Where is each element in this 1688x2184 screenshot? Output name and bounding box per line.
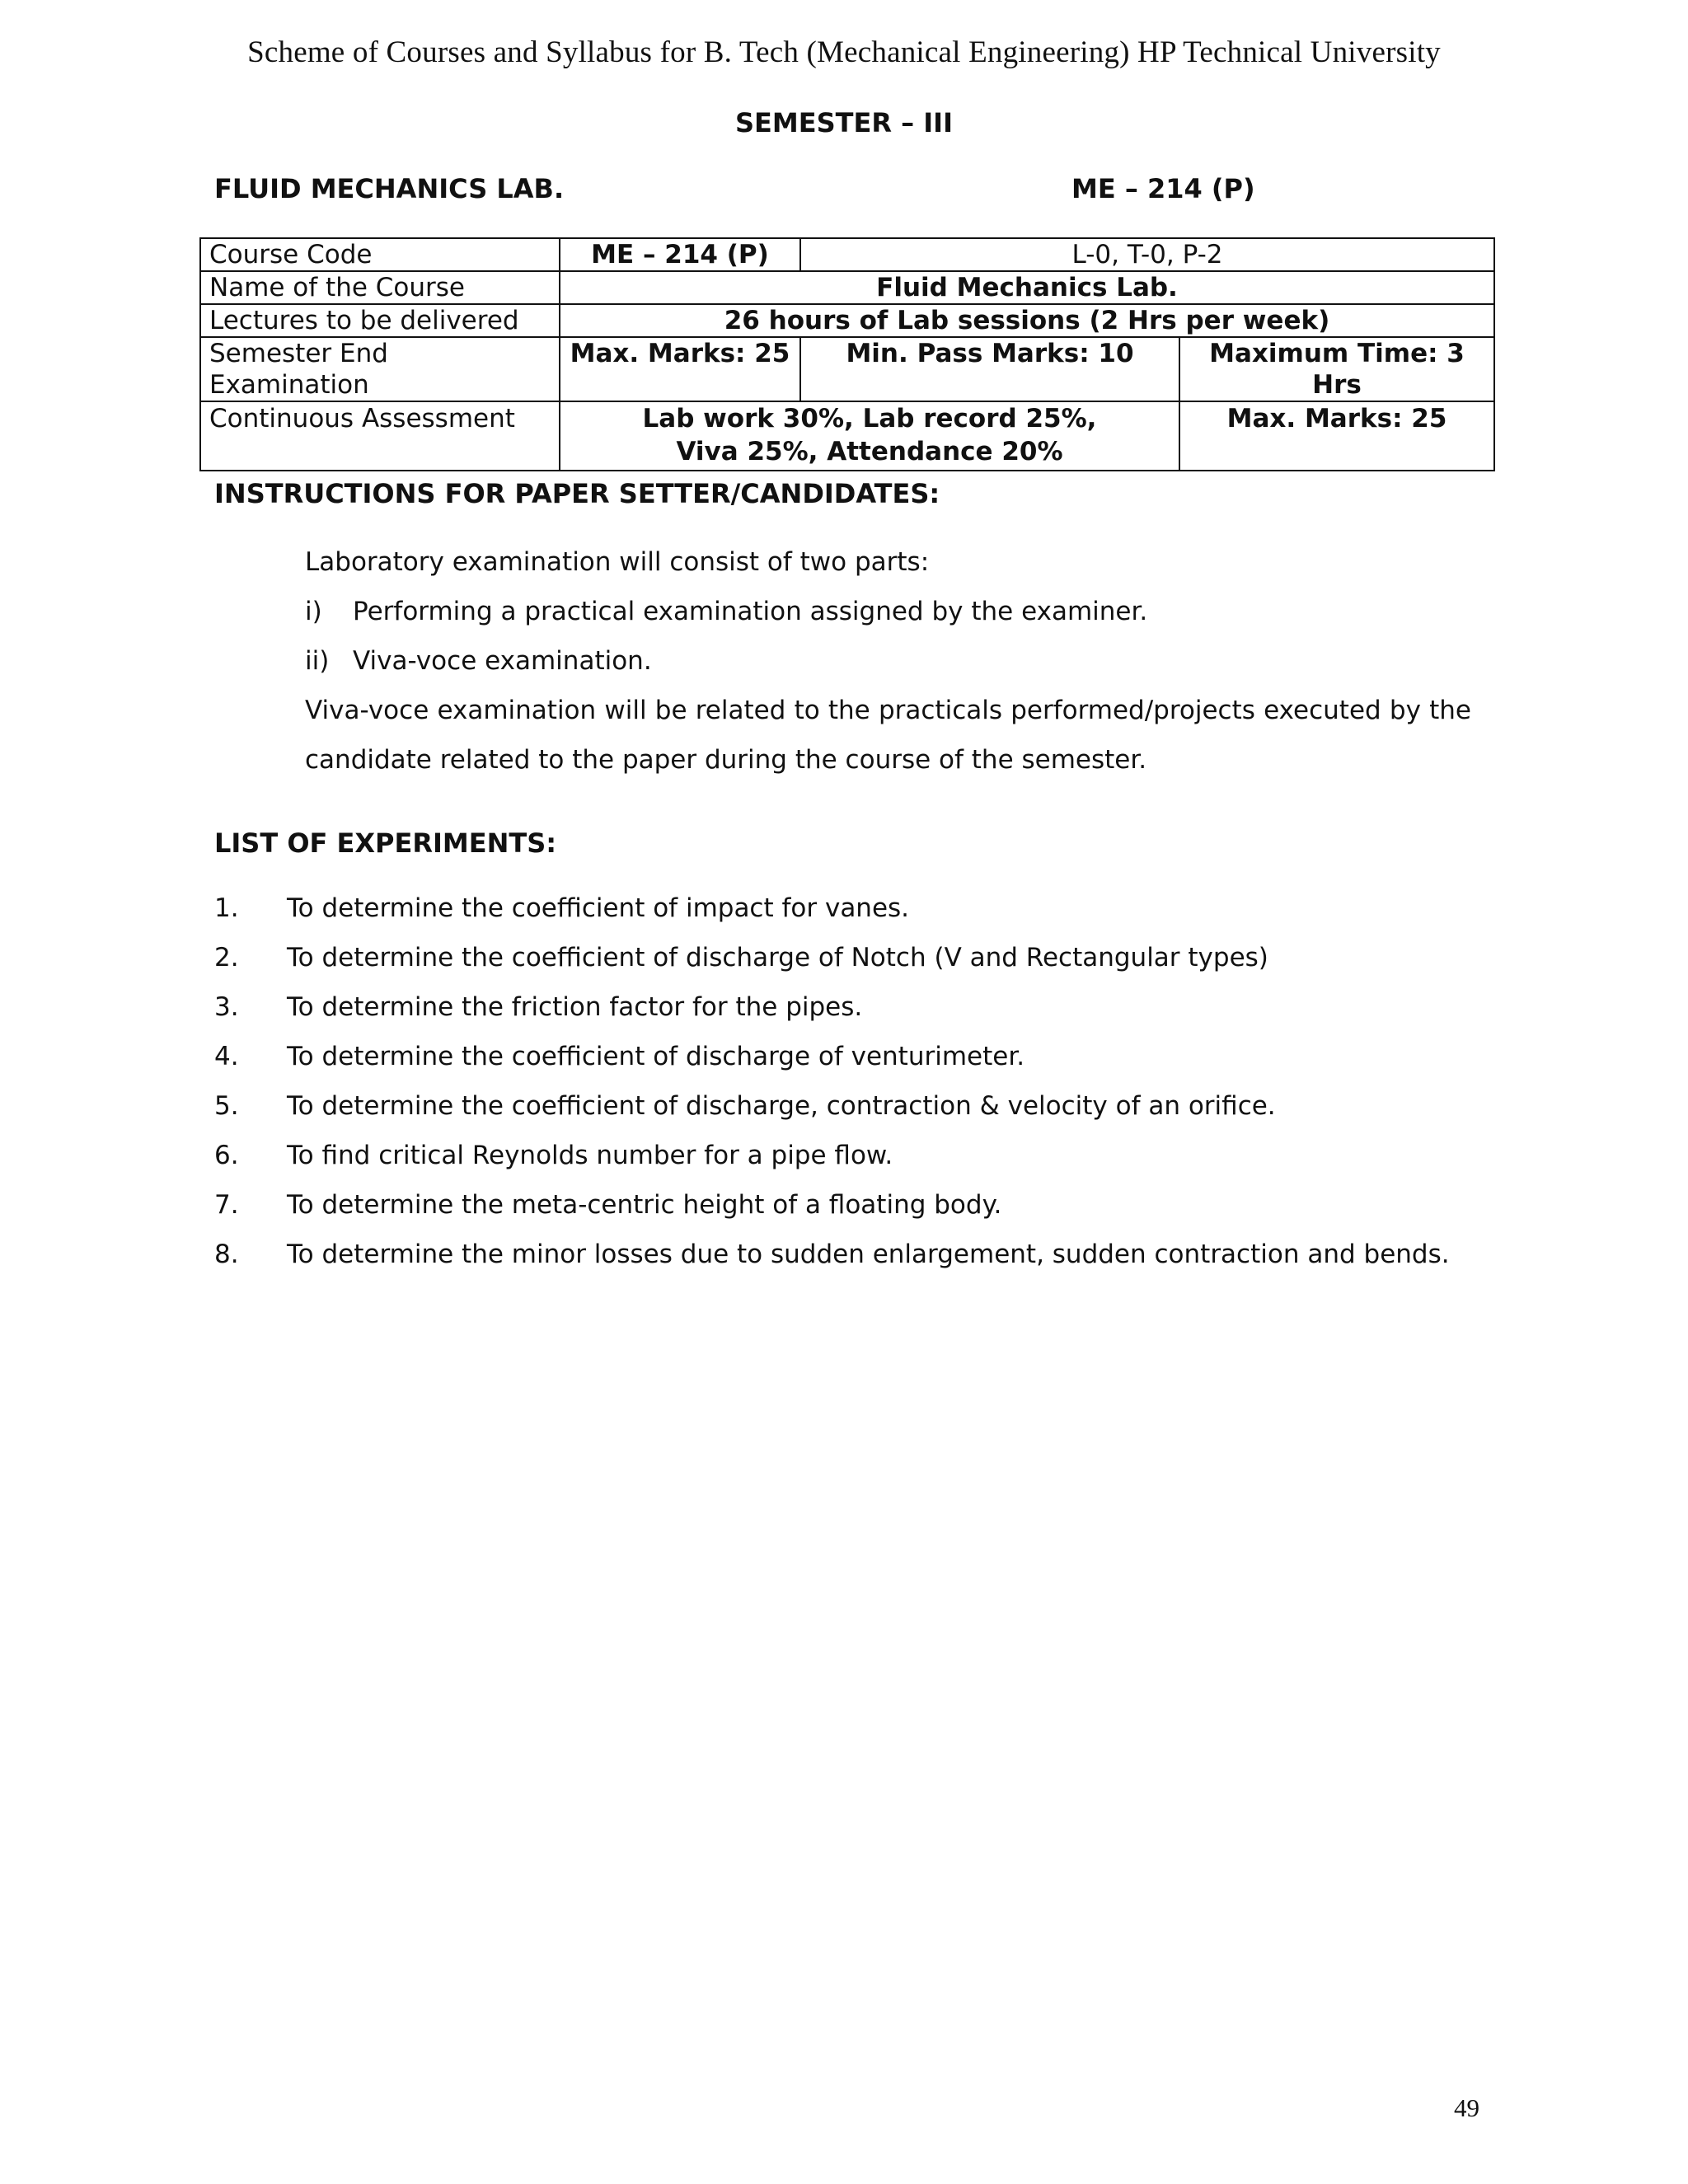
item-number: 6.: [214, 1141, 239, 1170]
semester-heading: SEMESTER – III: [735, 107, 953, 138]
assessment-line-1: Lab work 30%, Lab record 25%,: [642, 404, 1097, 434]
lectures-value: 26 hours of Lab sessions (2 Hrs per week): [560, 304, 1494, 337]
item-text: To determine the friction factor for the pipes.: [287, 992, 863, 1022]
viva-note-line-1: Viva-voce examination will be related to the practicals performed/projects executed by the: [305, 696, 1471, 725]
part-marker: i): [305, 597, 322, 626]
item-number: 1.: [214, 893, 239, 923]
item-number: 2.: [214, 943, 239, 972]
course-code: ME – 214 (P): [1071, 173, 1255, 204]
exam-min-pass-marks: Min. Pass Marks: 10: [800, 337, 1179, 401]
part-text: Performing a practical examination assigned by the examiner.: [353, 597, 1148, 626]
viva-note-line-2: candidate related to the paper during the course of the semester.: [305, 745, 1147, 775]
list-item: [214, 883, 1484, 933]
part-text: Viva-voce examination.: [353, 646, 652, 676]
item-number: 5.: [214, 1091, 239, 1121]
assessment-max-marks: Max. Marks: 25: [1179, 401, 1494, 471]
table-row: [200, 238, 1494, 271]
item-text: To determine the coefficient of discharge of Notch (V and Rectangular types): [287, 943, 1268, 972]
instructions-body: [305, 537, 1471, 785]
item-text: To find critical Reynolds number for a pipe flow.: [287, 1141, 893, 1170]
item-text: To determine the meta-centric height of a floating body.: [287, 1190, 1002, 1220]
ltp-value: L-0, T-0, P-2: [800, 238, 1494, 271]
item-text: To determine the coefficient of discharge, contraction & velocity of an orifice.: [287, 1091, 1276, 1121]
row-label-course-name: Name of the Course: [200, 271, 560, 304]
exam-max-time: Maximum Time: 3 Hrs: [1179, 337, 1494, 401]
experiments-heading: LIST OF EXPERIMENTS:: [214, 827, 557, 859]
table-row: [200, 401, 1494, 471]
row-label-lectures: Lectures to be delivered: [200, 304, 560, 337]
list-item: [214, 1180, 1484, 1230]
instruction-part: [305, 587, 1471, 636]
item-number: 4.: [214, 1042, 239, 1071]
page-number: 49: [1454, 2093, 1479, 2122]
list-item: [214, 1032, 1484, 1081]
table-row: [200, 337, 1494, 401]
assessment-breakdown: [560, 401, 1179, 471]
course-code-value: ME – 214 (P): [560, 238, 800, 271]
course-name-value: Fluid Mechanics Lab.: [560, 271, 1494, 304]
item-number: 3.: [214, 992, 239, 1022]
course-details-table: [199, 237, 1495, 471]
item-number: 8.: [214, 1240, 239, 1269]
table-row: [200, 271, 1494, 304]
exam-max-marks: Max. Marks: 25: [560, 337, 800, 401]
list-item: [214, 1230, 1484, 1279]
instruction-part: [305, 636, 1471, 686]
item-number: 7.: [214, 1190, 239, 1220]
table-row: [200, 304, 1494, 337]
row-label-continuous-assessment: Continuous Assessment: [200, 401, 560, 471]
list-item: [214, 982, 1484, 1032]
page-header: Scheme of Courses and Syllabus for B. Tech (Mechanical Engineering) HP Technical University: [247, 35, 1441, 69]
experiments-list: [214, 883, 1484, 1279]
instructions-intro: Laboratory examination will consist of two parts:: [305, 547, 930, 577]
row-label-course-code: Course Code: [200, 238, 560, 271]
row-label-semester-exam: Semester End Examination: [200, 337, 560, 401]
list-item: [214, 1081, 1484, 1131]
item-text: To determine the coefficient of discharge of venturimeter.: [287, 1042, 1025, 1071]
course-title: FLUID MECHANICS LAB.: [214, 173, 565, 204]
item-text: To determine the coefficient of impact for vanes.: [287, 893, 910, 923]
part-marker: ii): [305, 646, 330, 676]
list-item: [214, 1131, 1484, 1180]
item-text: To determine the minor losses due to sudden enlargement, sudden contraction and bends.: [287, 1240, 1450, 1269]
list-item: [214, 933, 1484, 982]
instructions-heading: INSTRUCTIONS FOR PAPER SETTER/CANDIDATES:: [214, 478, 940, 509]
assessment-line-2: Viva 25%, Attendance 20%: [676, 437, 1063, 466]
